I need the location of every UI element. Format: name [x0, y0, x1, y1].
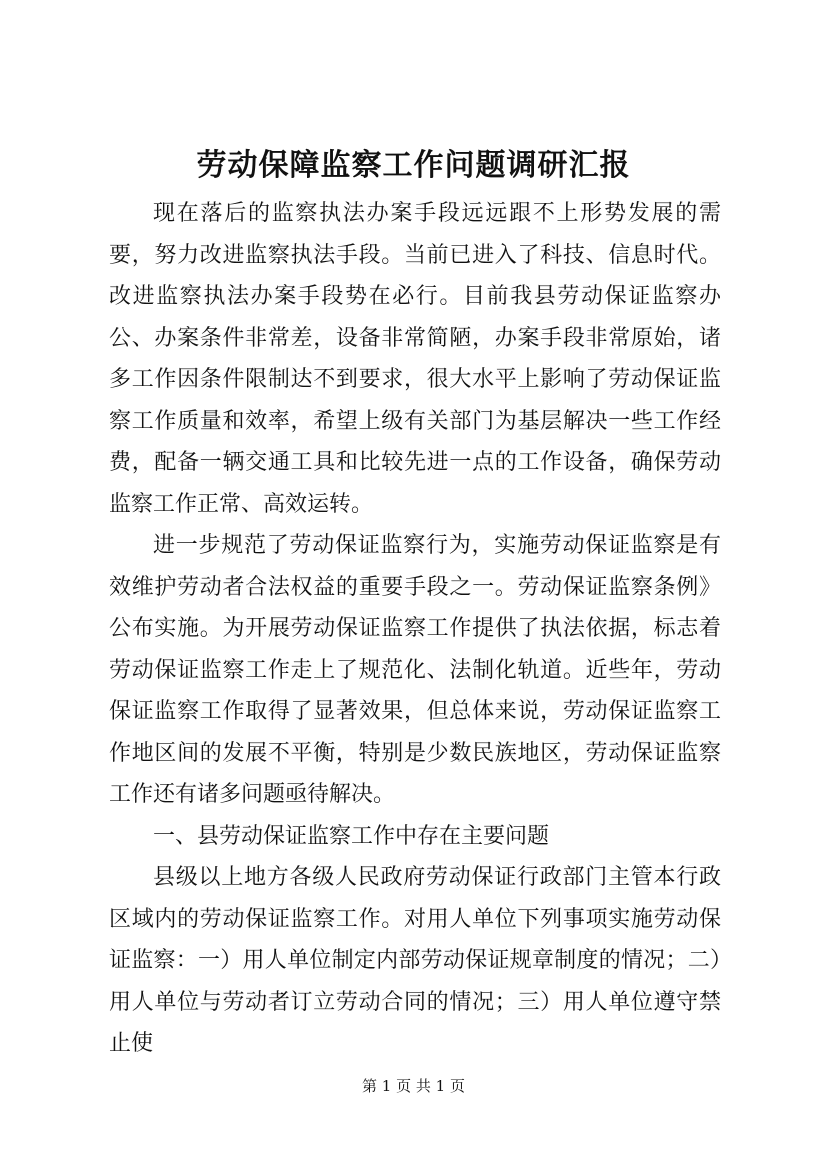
document-title: 劳动保障监察工作问题调研汇报 — [196, 148, 631, 183]
paragraph-1: 现在落后的监察执法办案手段远远跟不上形势发展的需要，努力改进监察执法手段。当前已进入了科技、信息时代。改进监察执法办案手段势在必行。目前我县劳动保证监察办公、办案条件非常差，设备非常简陋，办案手段非常原始，诸多工作因条件限制达不到要求，很大水平上影响了劳动保证监察工作质量和效率，希望上级有关部门为基层解决一些工作经费，配备一辆交通工具和比较先进一点的工作设备，确保劳动监察工作正常、高效运转。 — [109, 201, 721, 517]
paragraph-2: 进一步规范了劳动保证监察行为，实施劳动保证监察是有效维护劳动者合法权益的重要手段之一。劳动保证监察条例》公布实施。为开展劳动保证监察工作提供了执法依据，标志着劳动保证监察工作走上了规范化、法制化轨道。近些年，劳动保证监察工作取得了显著效果，但总体来说，劳动保证监察工作地区间的发展不平衡，特别是少数民族地区，劳动保证监察工作还有诸多问题亟待解决。 — [109, 533, 721, 807]
document-body — [109, 193, 721, 1065]
page-footer: 第 1 页 共 1 页 — [362, 1077, 465, 1095]
section-heading: 一、县劳动保证监察工作中存在主要问题 — [153, 823, 550, 849]
paragraph-3: 县级以上地方各级人民政府劳动保证行政部门主管本行政区域内的劳动保证监察工作。对用人单位下列事项实施劳动保证监察：一）用人单位制定内部劳动保证规章制度的情况；二）用人单位与劳动者订立劳动合同的情况；三）用人单位遵守禁止使 — [109, 865, 721, 1056]
